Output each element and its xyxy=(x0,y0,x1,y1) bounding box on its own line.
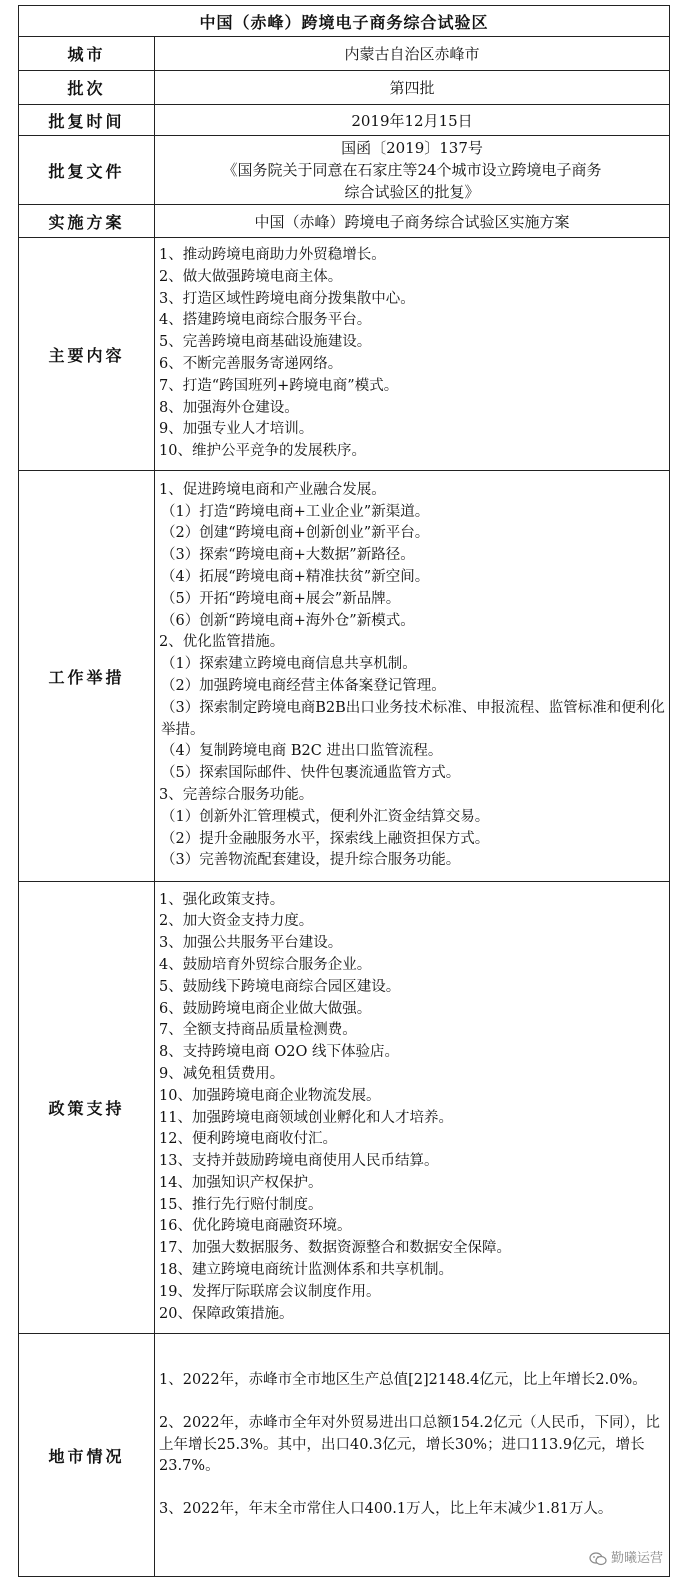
row-plan xyxy=(19,205,670,238)
list-item: （6）创新“跨境电商+海外仓”新模式。 xyxy=(161,612,415,629)
batch-value: 第四批 xyxy=(155,71,670,105)
list-item: 6、鼓励跨境电商企业做大做强。 xyxy=(159,1000,372,1017)
list-item: （2）创建“跨境电商+创新创业”新平台。 xyxy=(161,525,430,542)
local-paragraph: 1、2022年，赤峰市全市地区生产总值[2]2148.4亿元，比上年增长2.0%。 xyxy=(159,1372,647,1388)
list-item: （3）完善物流配套建设，提升综合服务功能。 xyxy=(161,852,461,869)
measures-list xyxy=(155,471,670,882)
list-item: （1）探索建立跨境电商信息共享机制。 xyxy=(161,656,417,673)
batch-label: 批次 xyxy=(19,71,155,105)
list-item: 3、打造区域性跨境电商分拨集散中心。 xyxy=(159,290,415,307)
approval-date-value: 2019年12月15日 xyxy=(155,105,670,136)
wechat-icon xyxy=(589,1552,607,1566)
row-approval-date xyxy=(19,105,670,136)
list-item: （3）探索制定跨境电商B2B出口业务技术标准、申报流程、监管标准和便利化举措。 xyxy=(161,699,665,738)
list-item: 7、全额支持商品质量检测费。 xyxy=(159,1022,357,1039)
list-item: （1）打造“跨境电商+工业企业”新渠道。 xyxy=(161,503,430,520)
main-content-list xyxy=(155,238,670,471)
list-item: 19、发挥厅际联席会议制度作用。 xyxy=(159,1283,381,1300)
list-item: 12、便利跨境电商收付汇。 xyxy=(159,1131,337,1148)
pilot-zone-table xyxy=(18,5,670,1577)
row-batch xyxy=(19,71,670,105)
list-item: 3、完善综合服务功能。 xyxy=(159,786,314,803)
local-info xyxy=(155,1334,670,1577)
approval-doc-line: 国函〔2019〕137号 xyxy=(341,139,483,157)
list-item: 14、加强知识产权保护。 xyxy=(159,1174,323,1191)
approval-doc-line: 综合试验区的批复》 xyxy=(344,183,480,201)
list-item: 15、推行先行赔付制度。 xyxy=(159,1196,323,1213)
list-item: （1）创新外汇管理模式，便利外汇资金结算交易。 xyxy=(161,808,490,825)
list-item: 10、加强跨境电商企业物流发展。 xyxy=(159,1087,381,1104)
plan-label: 实施方案 xyxy=(19,205,155,238)
list-item: 1、促进跨境电商和产业融合发展。 xyxy=(159,481,386,498)
policy-label: 政策支持 xyxy=(19,882,155,1334)
comprehensive-pilot-zone-table-container xyxy=(18,5,669,1581)
list-item: 16、优化跨境电商融资环境。 xyxy=(159,1218,352,1235)
local-label: 地市情况 xyxy=(19,1334,155,1577)
list-item: 20、保障政策措施。 xyxy=(159,1305,294,1322)
list-item: （4）拓展“跨境电商+精准扶贫”新空间。 xyxy=(161,569,430,586)
list-item: 2、加大资金支持力度。 xyxy=(159,913,314,930)
table-title: 中国（赤峰）跨境电子商务综合试验区 xyxy=(19,6,670,37)
list-item: 8、支持跨境电商 O2O 线下体验店。 xyxy=(159,1044,399,1061)
city-value: 内蒙古自治区赤峰市 xyxy=(155,37,670,71)
list-item: （5）开拓“跨境电商+展会”新品牌。 xyxy=(161,590,401,607)
list-item: 2、做大做强跨境电商主体。 xyxy=(159,268,343,285)
row-city xyxy=(19,37,670,71)
local-paragraph: 2、2022年，赤峰市全年对外贸易进出口总额154.2亿元（人民币，下同），比上年增长25.3%。其中，出口40.3亿元，增长30%；进口113.9亿元，增长23.7%。 xyxy=(159,1414,660,1475)
list-item: 18、建立跨境电商统计监测体系和共享机制。 xyxy=(159,1262,453,1279)
list-item: 7、打造“跨国班列+跨境电商”模式。 xyxy=(159,377,399,394)
list-item: 9、加强专业人才培训。 xyxy=(159,421,314,438)
list-item: （2）提升金融服务水平，探索线上融资担保方式。 xyxy=(161,830,490,847)
main-content-label: 主要内容 xyxy=(19,238,155,471)
local-paragraph: 3、2022年，年末全市常住人口400.1万人，比上年末减少1.81万人。 xyxy=(159,1501,613,1518)
list-item: 17、加强大数据服务、数据资源整合和数据安全保障。 xyxy=(159,1240,511,1257)
list-item: 4、鼓励培育外贸综合服务企业。 xyxy=(159,956,372,973)
list-item: 6、不断完善服务寄递网络。 xyxy=(159,356,343,372)
row-policy xyxy=(19,882,670,1334)
list-item: （5）探索国际邮件、快件包裹流通监管方式。 xyxy=(161,765,461,782)
list-item: （4）复制跨境电商 B2C 进出口监管流程。 xyxy=(161,743,443,760)
list-item: 10、维护公平竞争的发展秩序。 xyxy=(159,443,366,460)
watermark xyxy=(589,1548,663,1570)
list-item: 8、加强海外仓建设。 xyxy=(159,399,299,416)
list-item: 4、搭建跨境电商综合服务平台。 xyxy=(159,312,372,329)
list-item: 1、强化政策支持。 xyxy=(159,891,285,908)
plan-value: 中国（赤峰）跨境电子商务综合试验区实施方案 xyxy=(155,205,670,238)
approval-doc-line: 《国务院关于同意在石家庄等24个城市设立跨境电子商务 xyxy=(222,161,602,179)
policy-list xyxy=(155,882,670,1334)
row-main-content xyxy=(19,238,670,471)
list-item: 5、完善跨境电商基础设施建设。 xyxy=(159,334,372,351)
row-measures xyxy=(19,471,670,882)
row-approval-doc xyxy=(19,136,670,205)
city-label: 城市 xyxy=(19,37,155,71)
measures-label: 工作举措 xyxy=(19,471,155,882)
list-item: 3、加强公共服务平台建设。 xyxy=(159,935,343,952)
list-item: 5、鼓励线下跨境电商综合园区建设。 xyxy=(159,978,401,995)
list-item: 1、推动跨境电商助力外贸稳增长。 xyxy=(159,247,386,264)
approval-date-label: 批复时间 xyxy=(19,105,155,136)
list-item: 11、加强跨境电商领域创业孵化和人才培养。 xyxy=(159,1109,453,1126)
watermark-text: 勤曦运营 xyxy=(611,1551,664,1567)
list-item: （2）加强跨境电商经营主体备案登记管理。 xyxy=(161,678,446,694)
list-item: （3）探索“跨境电商+大数据”新路径。 xyxy=(161,547,415,564)
row-local xyxy=(19,1334,670,1577)
list-item: 13、支持并鼓励跨境电商使用人民币结算。 xyxy=(159,1153,439,1170)
approval-doc-value xyxy=(155,136,670,205)
approval-doc-label: 批复文件 xyxy=(19,136,155,205)
list-item: 9、减免租赁费用。 xyxy=(159,1065,285,1082)
list-item: 2、优化监管措施。 xyxy=(159,634,285,651)
